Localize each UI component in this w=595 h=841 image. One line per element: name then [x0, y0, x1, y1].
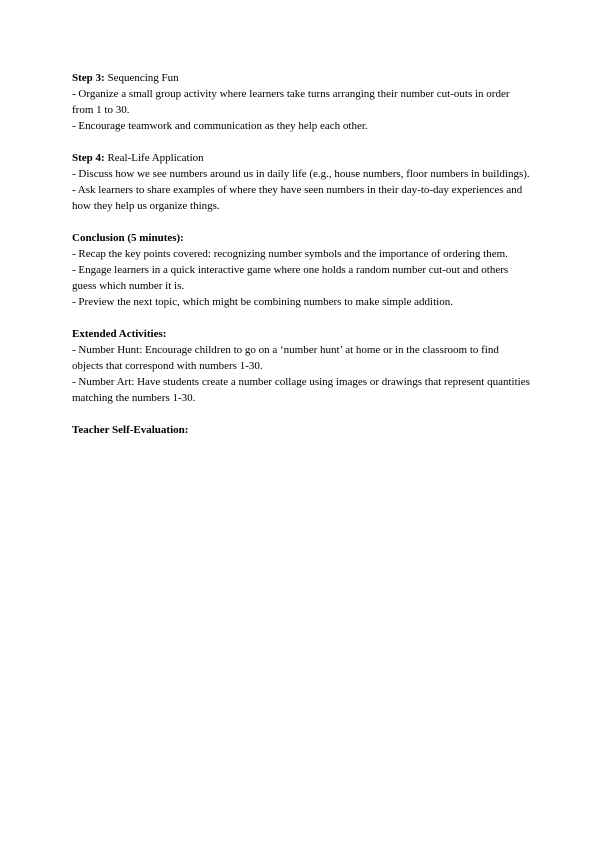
section-heading — [72, 150, 532, 166]
heading-title: Sequencing Fun — [104, 72, 179, 84]
body-line: - Engage learners in a quick interactive game where one holds a random number cut-out and others guess which number it is. — [72, 264, 509, 292]
body-line: - Discuss how we see numbers around us in daily life (e.g., house numbers, floor numbers in buildings). — [72, 168, 530, 180]
document-page — [72, 70, 532, 454]
body-line: - Recap the key points covered: recognizing number symbols and the importance of ordering them. — [72, 248, 508, 260]
body-line: - Encourage teamwork and communication as they help each other. — [72, 120, 368, 132]
extended-activities-section — [72, 326, 532, 406]
step-3-section — [72, 70, 532, 134]
conclusion-section — [72, 230, 532, 310]
body-line: - Number Art: Have students create a number collage using images or drawings that represent quantities matching the numbers 1-30. — [72, 376, 530, 404]
heading-title: Real-Life Application — [104, 152, 204, 164]
heading-label: Step 4: — [72, 152, 105, 164]
section-heading — [72, 70, 532, 86]
step-4-section — [72, 150, 532, 214]
section-heading: Conclusion (5 minutes): — [72, 232, 184, 244]
section-heading: Teacher Self-Evaluation: — [72, 424, 189, 436]
body-line: - Preview the next topic, which might be combining numbers to make simple addition. — [72, 296, 453, 308]
section-heading: Extended Activities: — [72, 328, 167, 340]
heading-label: Step 3: — [72, 72, 105, 84]
body-line: - Ask learners to share examples of where they have seen numbers in their day-to-day experiences and how they help us organize things. — [72, 184, 523, 212]
teacher-self-evaluation-section — [72, 422, 532, 438]
body-line: - Organize a small group activity where learners take turns arranging their number cut-outs in order from 1 to 30. — [72, 88, 510, 116]
body-line: - Number Hunt: Encourage children to go on a ‘number hunt’ at home or in the classroom to find objects that correspond with numbers 1-30. — [72, 344, 499, 372]
